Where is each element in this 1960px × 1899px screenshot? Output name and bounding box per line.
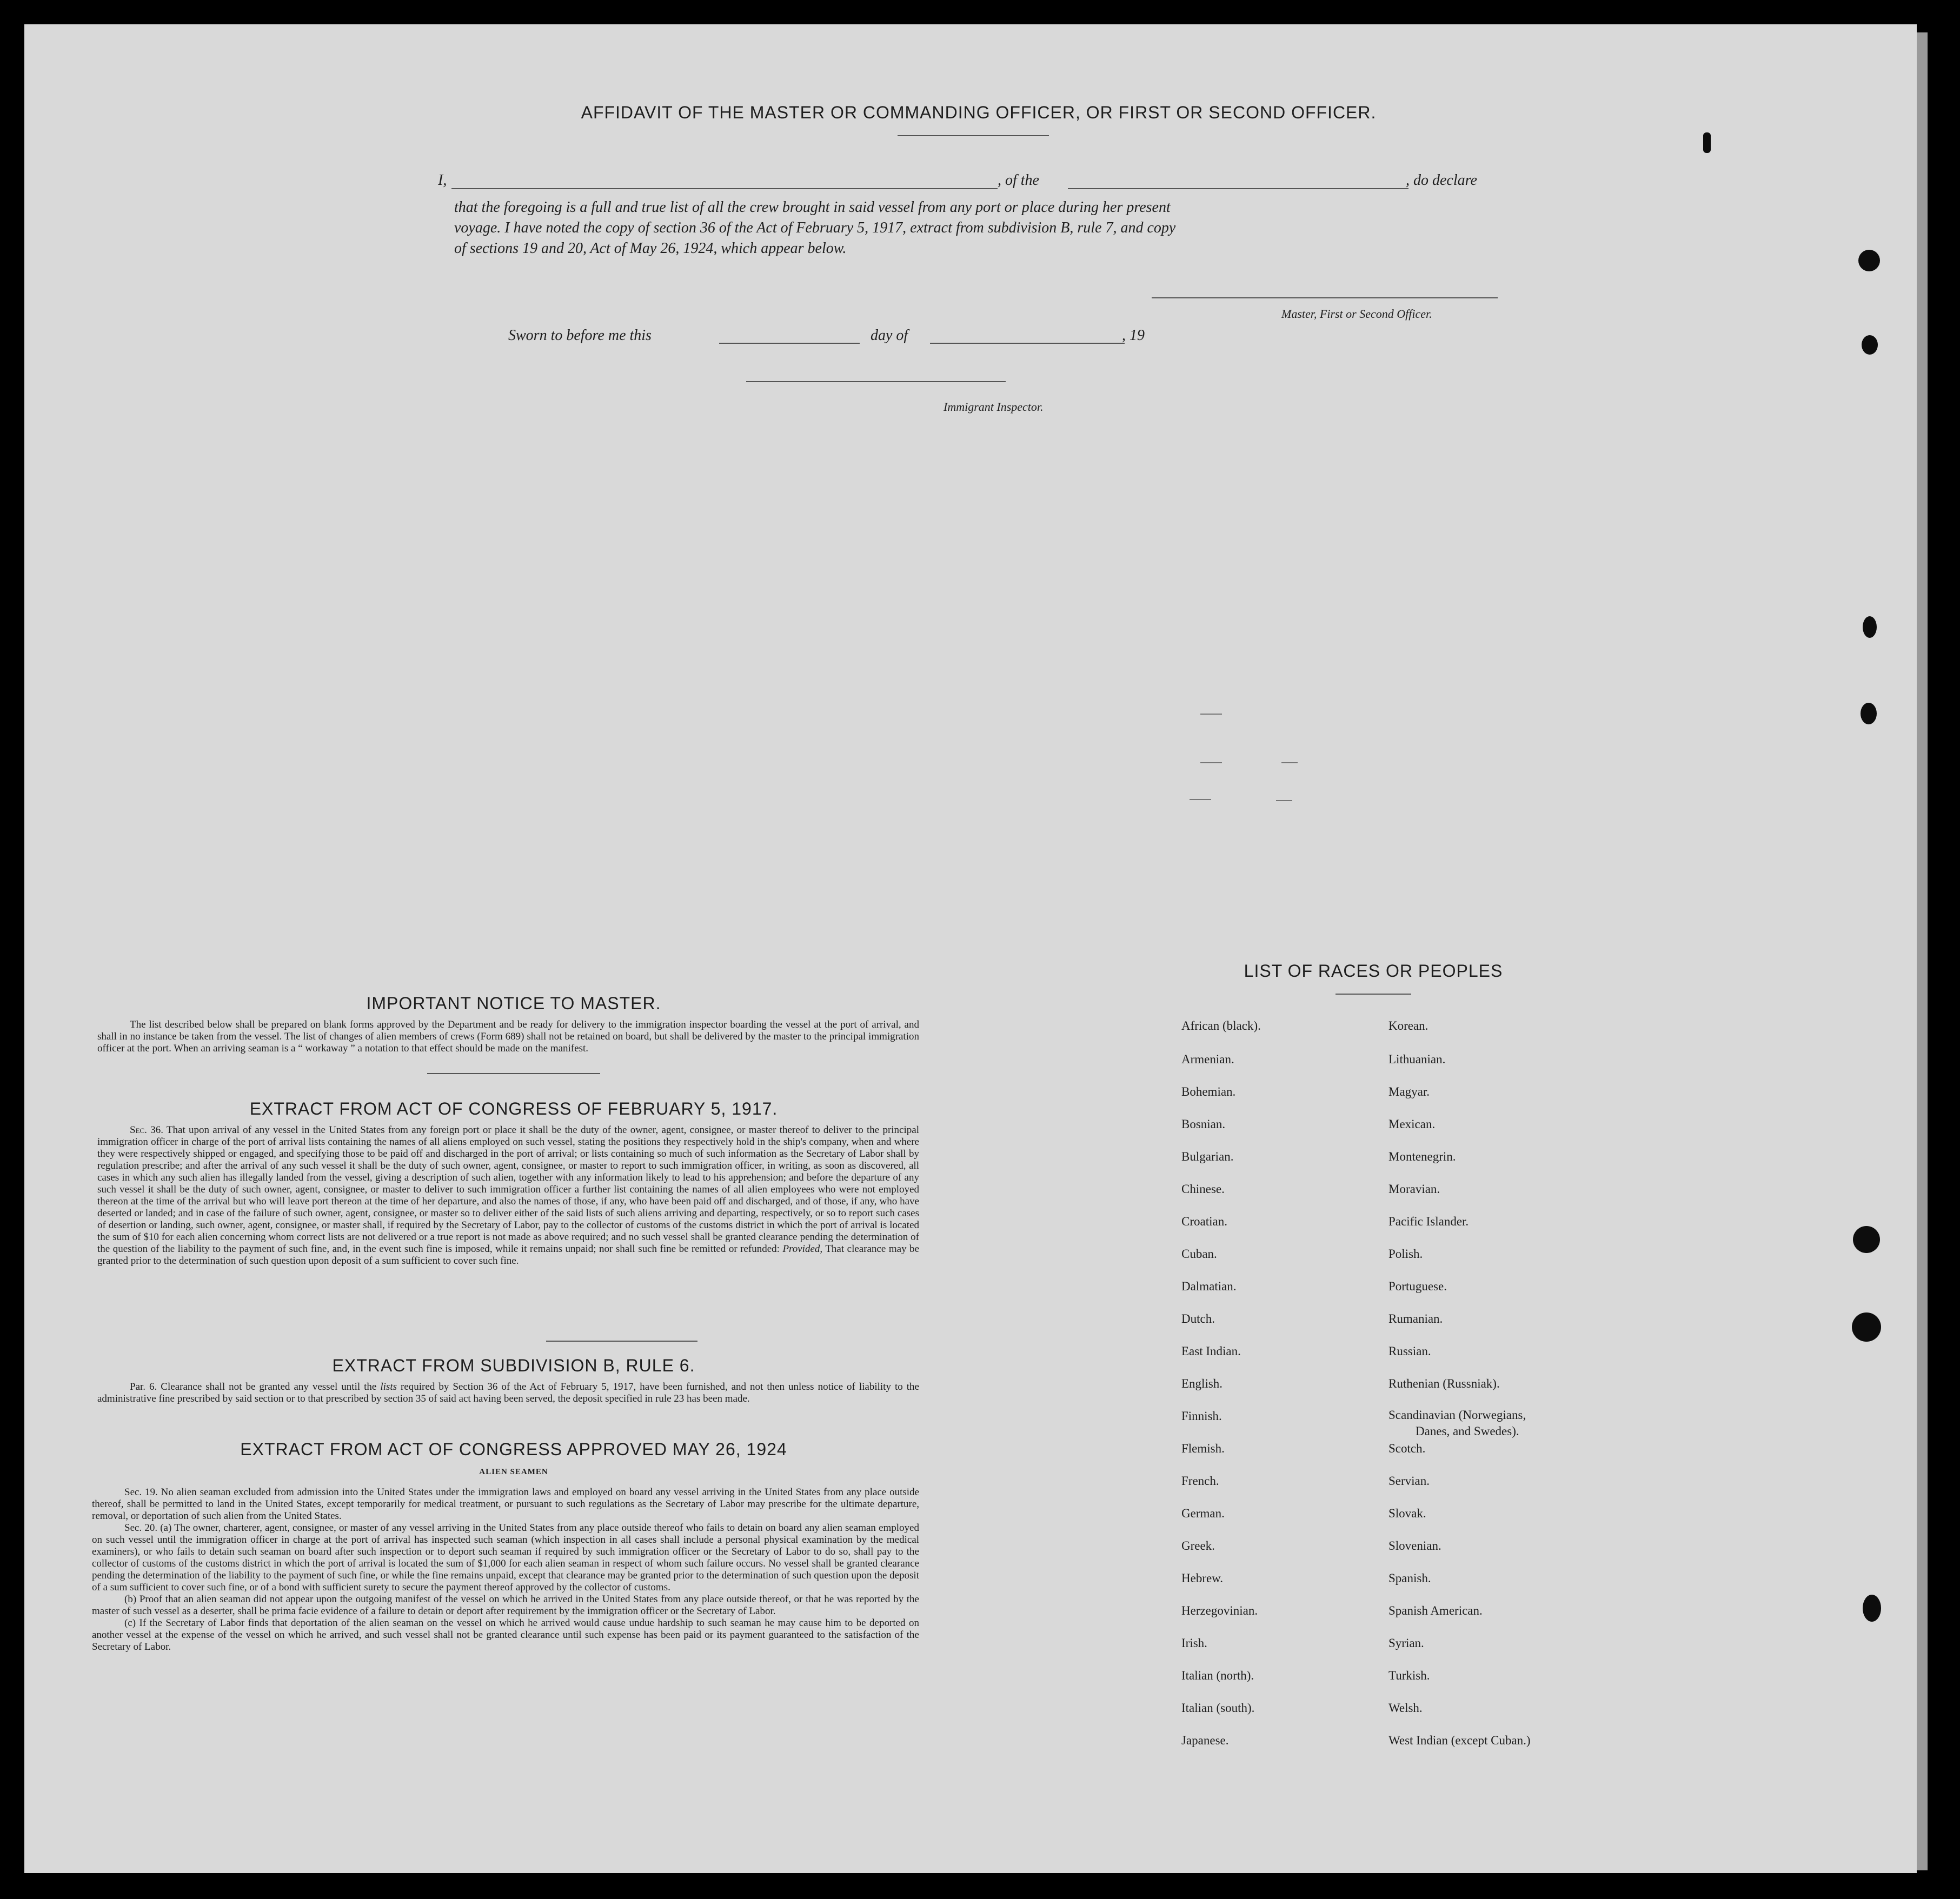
race-item: Mexican. [1388, 1117, 1436, 1131]
binder-hole [1858, 250, 1880, 271]
stray-mark [1200, 762, 1222, 763]
race-item: Scotch. [1388, 1442, 1426, 1455]
race-item: Welsh. [1388, 1701, 1423, 1715]
proviso-word: Provided, [782, 1243, 823, 1255]
binder-hole [1852, 1312, 1881, 1342]
race-item: Russian. [1388, 1344, 1431, 1358]
race-item: Montenegrin. [1388, 1150, 1456, 1163]
sec-36-proviso: That clearance may be granted prior to the determination of such question upon deposit of a sum sufficient to cover such fine. [97, 1243, 919, 1267]
section-divider [427, 1073, 600, 1074]
race-item: Slovenian. [1388, 1539, 1441, 1552]
race-item: Spanish. [1388, 1571, 1431, 1585]
sec-20a: Sec. 20. (a) The owner, charterer, agent, consignee, or master of any vessel arriving in the United States from any place outside thereof who fails to detain on board any alien seaman employed on such vessel until the immigration officer in charge at the port of arrival has inspected such seaman (which inspection in all cases shall include a personal physical examination by the medical examiners), or who fails to detain such seaman on board after such inspection or to deport such seaman if required by such immigration officer or the Secretary of Labor to do so, shall pay to the collector of customs of the customs district in which the port of arrival is located the sum of $1,000 for each alien seaman in respect of whom such failure occurs. No vessel shall be granted clearance pending the determination of the liability to the payment of such fine, or while the fine remains unpaid, except that clearance may be granted prior to the determination of such question upon the deposit of a sum sufficient to cover such fine, or of a bond with sufficient surety to secure the payment thereof approved by the collector of customs. [92, 1522, 919, 1593]
par6-text-b: required by Section 36 of the Act of February 5, 1917, have been furnished, and not then unless notice of liability to the administrative fine prescribed by said section or to that prescribed by section 35 of said act having been served, the deposit specified in rule 23 has been made. [97, 1381, 919, 1404]
race-item: Finnish. [1181, 1409, 1222, 1423]
races-title-underline [1336, 994, 1411, 995]
race-item: Slovak. [1388, 1507, 1426, 1520]
day-blank [719, 343, 860, 344]
notice-title: IMPORTANT NOTICE TO MASTER. [366, 994, 661, 1013]
race-item: West Indian (except Cuban.) [1388, 1734, 1531, 1747]
race-item: Rumanian. [1388, 1312, 1443, 1325]
notice-text: The list described below shall be prepared on blank forms approved by the Department and be ready for delivery to the immigration inspector boarding the vessel at the port of arrival, and shall in no instance be taken from the vessel. The list of changes of alien members of crews (Form 689) shall not be retained on board, but shall be delivered by the master to the principal immigration officer at the port. When an arriving seaman is a “ workaway ” a notation to that effect should be made on the manifest. [97, 1019, 919, 1054]
races-title: LIST OF RACES OR PEOPLES [1244, 961, 1503, 981]
race-item: Italian (south). [1181, 1701, 1255, 1715]
race-item: Danes, and Swedes). [1416, 1424, 1519, 1438]
extract-1924-text [92, 1487, 919, 1653]
month-blank [930, 343, 1125, 344]
extract-1924-title: EXTRACT FROM ACT OF CONGRESS APPROVED MAY 26, 1924 [240, 1440, 787, 1459]
race-item: French. [1181, 1474, 1219, 1488]
race-item: Greek. [1181, 1539, 1215, 1552]
sec-19: Sec. 19. No alien seaman excluded from admission into the United States under the immigration laws and employed on board any vessel arriving in the United States from any place outside thereof, shall be permitted to land in the United States, except temporarily for medical treatment, or pursuant to such regulations as the Secretary of Labor may prescribe for the ultimate departure, removal, or deportation of such alien from the United States. [92, 1487, 919, 1522]
year-label: , 19 [1122, 327, 1145, 344]
race-item: Spanish American. [1388, 1604, 1483, 1617]
stray-mark [1281, 762, 1298, 763]
extract-1917-text [97, 1124, 919, 1267]
name-blank [451, 188, 998, 189]
binder-hole [1863, 616, 1877, 638]
binder-hole [1862, 335, 1878, 355]
do-declare-label: , do declare [1406, 172, 1477, 189]
sec-36-body: That upon arrival of any vessel in the United States from any foreign port or place it shall be the duty of the owner, agent, consignee, or master thereof to deliver to the principal immigration officer in charge of the port of arrival lists containing the names of all aliens employed on such vessel, stating the positions they respectively hold in the ship's company, when and where they were respectively shipped or engaged, and specifying those to be paid off and discharged in the port of arrival; or lists containing so much of such information as the Secretary of Labor shall by regulation prescribe; and after the arrival of any such vessel it shall be the duty of such owner, agent, consignee, or master to report to such immigration officer, in writing, as soon as discovered, all cases in which any such alien has illegally landed from the vessel, giving a description of such alien, together with any information likely to lead to his apprehension; and before the departure of any such vessel it shall be the duty of such owner, agent, consignee, or master to deliver to such immigration officer a further list containing the names of all alien employees who were not employed thereon at the time of the arrival but who will leave port thereon at the time of her departure, and also the names of those, if any, who have been paid off and discharged, and of those, if any, who have deserted or landed; and in case of the failure of such owner, agent, consignee, or master so to deliver either of the said lists of such aliens arriving and departing, respectively, or so to report such cases of desertion or landing, such owner, agent, consignee, or master shall, if required by the Secretary of Labor, pay to the collector of customs of the customs district in which the port of arrival is located the sum of $10 for each alien concerning whom correct lists are not delivered or a true report is not made as above required; and no such vessel shall be granted clearance pending the determination of the question of the liability to the payment of such fine, and, in the event such fine is imposed, while it remains unpaid; nor shall such fine be remitted or refunded: [97, 1124, 919, 1255]
race-item: Armenian. [1181, 1052, 1234, 1066]
binder-hole [1853, 1226, 1880, 1253]
sec-20c: (c) If the Secretary of Labor finds that deportation of the alien seaman on the vessel on which he arrived would cause undue hardship to such seaman he may cause him to be deported on another vessel at the expense of the vessel on which he arrived, and such vessel shall not be granted clearance until such expense has been paid or its payment guaranteed to the satisfaction of the Secretary of Labor. [92, 1617, 919, 1653]
race-item: Magyar. [1388, 1085, 1430, 1098]
race-item: Bosnian. [1181, 1117, 1226, 1131]
binder-hole [1861, 703, 1877, 724]
race-item: Herzegovinian. [1181, 1604, 1258, 1617]
affidavit-body-line2: voyage. I have noted the copy of section 36 of the Act of February 5, 1917, extract from subdivision B, rule 7, and copy [454, 219, 1176, 236]
extract-1924-subtitle: ALIEN SEAMEN [479, 1468, 548, 1476]
race-item: Bulgarian. [1181, 1150, 1234, 1163]
race-item: Cuban. [1181, 1247, 1217, 1261]
race-item: Croatian. [1181, 1215, 1227, 1228]
extract-rule6-title: EXTRACT FROM SUBDIVISION B, RULE 6. [332, 1356, 695, 1375]
affidavit-body-line1: that the foregoing is a full and true list of all the crew brought in said vessel from any port or place during her present [454, 199, 1171, 216]
race-item: Portuguese. [1388, 1280, 1447, 1293]
race-item: Korean. [1388, 1019, 1429, 1032]
inspector-signature-line [746, 381, 1006, 382]
race-item: East Indian. [1181, 1344, 1241, 1358]
inspector-label: Immigrant Inspector. [944, 400, 1044, 414]
extract-rule6-text [97, 1381, 919, 1405]
stray-mark [1200, 714, 1222, 715]
stray-mark [1276, 800, 1292, 801]
vessel-blank [1068, 188, 1408, 189]
lists-word: lists [380, 1381, 397, 1392]
master-signature-line [1152, 297, 1498, 298]
race-item: English. [1181, 1377, 1223, 1390]
race-item: Irish. [1181, 1636, 1207, 1650]
race-item: Moravian. [1388, 1182, 1440, 1196]
race-item: Bohemian. [1181, 1085, 1236, 1098]
race-item: German. [1181, 1507, 1225, 1520]
race-item: Flemish. [1181, 1442, 1225, 1455]
race-item: Scandinavian (Norwegians, [1388, 1408, 1526, 1422]
day-of-label: day of [871, 327, 908, 344]
sec-36-label: Sec. 36. [130, 1124, 163, 1136]
binder-hole [1863, 1595, 1881, 1622]
extract-1917-title: EXTRACT FROM ACT OF CONGRESS OF FEBRUARY 5, 1917. [249, 1099, 778, 1118]
stray-mark [1190, 799, 1211, 800]
race-item: African (black). [1181, 1019, 1261, 1032]
race-item: Polish. [1388, 1247, 1423, 1261]
affidavit-title: AFFIDAVIT OF THE MASTER OR COMMANDING OFFICER, OR FIRST OR SECOND OFFICER. [581, 103, 1377, 122]
race-item: Lithuanian. [1388, 1052, 1446, 1066]
sec-20b: (b) Proof that an alien seaman did not appear upon the outgoing manifest of the vessel on which he arrived in the United States from any place outside thereof, or that he was reported by the master of such vessel as a deserter, shall be prima facie evidence of a failure to detain or deport after requirement by the immigration officer or the Secretary of Labor. [92, 1594, 919, 1617]
race-item: Italian (north). [1181, 1669, 1254, 1682]
title-underline [898, 135, 1049, 136]
par6-text-a: Par. 6. Clearance shall not be granted any vessel until the [130, 1381, 377, 1392]
race-item: Japanese. [1181, 1734, 1229, 1747]
section-divider [546, 1341, 697, 1342]
affidavit-body-line3: of sections 19 and 20, Act of May 26, 1924, which appear below. [454, 240, 847, 257]
i-label: I, [438, 172, 447, 189]
of-the-label: , of the [998, 172, 1039, 189]
page-edge [1917, 32, 1928, 1870]
sworn-label: Sworn to before me this [508, 327, 652, 344]
race-item: Pacific Islander. [1388, 1215, 1469, 1228]
race-item: Dalmatian. [1181, 1280, 1237, 1293]
race-item: Turkish. [1388, 1669, 1430, 1682]
race-item: Servian. [1388, 1474, 1430, 1488]
binder-hole [1703, 132, 1711, 153]
race-item: Syrian. [1388, 1636, 1424, 1650]
master-signature-label: Master, First or Second Officer. [1281, 307, 1432, 321]
race-item: Hebrew. [1181, 1571, 1224, 1585]
race-item: Chinese. [1181, 1182, 1225, 1196]
race-item: Dutch. [1181, 1312, 1215, 1325]
race-item: Ruthenian (Russniak). [1388, 1377, 1500, 1390]
